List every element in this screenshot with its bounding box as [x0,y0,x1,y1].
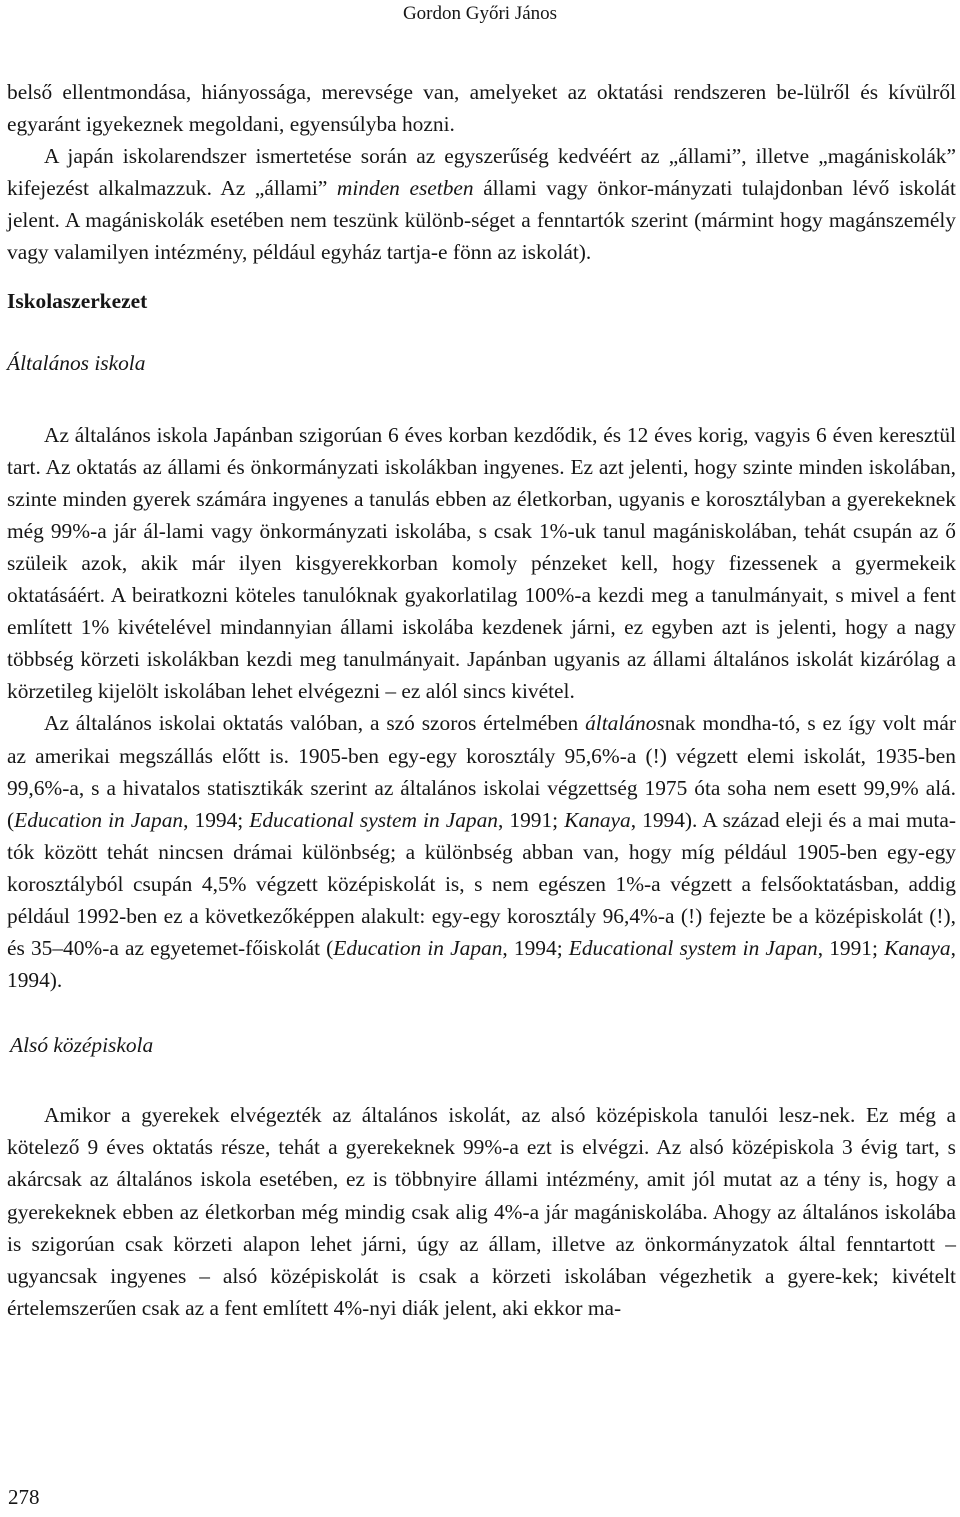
subsection-heading: Alsó középiskola [10,1033,154,1058]
text: belső ellentmondása, hiányossága, merevsége van, amelyeket az oktatási rendszeren be-lülről és kívülről egyaránt igyekeznek megoldani, egyensúlyba hozni. [7,80,956,137]
page-body [7,76,956,1324]
paragraph-3 [7,419,956,708]
paragraph-2 [7,140,956,268]
emphasis: általános [585,711,665,736]
citation-title: Educational system in Japan [249,807,498,832]
text: Az általános iskola Japánban szigorúan 6 éves korban kezdődik, és 12 éves korig, vagyis 6 éven keresztül tart. Az oktatás az állami és önkormányzati iskolákban ingyenes. Ez azt jelenti, hogy szinte minden iskolában, szinte minden gyerek számára ingyenes a tanulás ebben az életkorban, ugyanis e korosztályban a gyerekeknek még 99%-a jár ál-lami vagy önkormányzati iskolába, s csak 1%-uk tanul magániskolában, tehát csupán az ő szüleik azok, akik már ilyen kisgyerekkorban komoly pénzeket kell, hogy fizessenek a gyermekeik oktatásáért. A beiratkozni köteles tanulóknak gyakorlatilag 100%-a kezdi meg a tanulmányait, s mivel a fent említett 1% kivételével mindannyian állami iskolába kezdenek járni, ez egyben azt is jelenti, hogy a nagy többség körzeti iskolákban kezdi meg tanulmányait. Japánban ugyanis az állami általános iskolát kizárólag a körzetileg kijelölt iskolában lehet elvégezni – ez alól sincs kivétel. [7,422,956,704]
text: , 1994; [183,807,250,832]
paragraph-4 [7,707,956,996]
text: nak mondha-tó, s ez így volt már az amerikai megszállás előtt is. 1905-ben egy-egy korosztály 95,6%-a (!) végzett elemi iskolát, 1935-ben 99,6%-a, s a hivatalos statisztikák szerint az általános iskolai végzettség 1975 óta soha nem esett 99,9% alá. ( [7,711,956,832]
citation-author: Kanaya [884,936,951,961]
text: , 1994; [502,936,569,961]
text: , 1991; [817,936,885,961]
text: Amikor a gyerekek elvégezték az általános iskolát, az alsó középiskola tanulói lesz-nek. Ez még a kötelező 9 éves oktatás része, tehát a gyerekeknek 99%-a ezt is elvégzi. Az alsó középiskola 3 évig tart, s akárcsak az általános iskola esetében, ez is többnyire állami intézmény, amit jól mutat az a tény is, hogy a gyerekeknek ebben az életkorban még mindig csak alig 4%-a jár magániskolába. Ahogy az általános iskolába is szigorúan csak körzeti alapon lehet járni, úgy az állam, illetve az önkormányzatok által fenntartott – ugyancsak ingyenes – alsó középiskolát is csak a körzeti iskolában végezhetik a gyere-kek; kivételt értelemszerűen csak az a fent említett 4%-nyi diák jelent, aki ekkor ma- [7,1103,956,1320]
section-heading: Iskolaszerkezet [7,288,148,313]
text: , 1994). [7,936,956,993]
text: A japán iskolarendszer ismertetése során az egyszerűség kedvéért az „állami”, illetve „magániskolák” kifejezést alkalmazzuk. Az „állami” [7,144,956,201]
subsection-heading: Általános iskola [7,350,146,375]
citation-title: Educational system in Japan [568,936,818,961]
emphasis: minden esetben [336,176,474,201]
text: Az általános iskolai oktatás valóban, a szó szoros értelmében [44,711,586,736]
running-header: Gordon Győri János [402,3,558,24]
citation-author: Kanaya [564,807,631,832]
paragraph-5 [7,1099,956,1324]
citation-title: Education in Japan [333,936,503,961]
paragraph-1 [7,76,956,140]
text: , 1994). A század eleji és a mai mutа-tók között tehát nincsen drámai különbség; a különbség abban van, hogy míg például 1905-ben egy-egy korosztályból csupán 4,5% végzett középiskolát is, s nem egészen 1%-a végzett a felsőoktatásban, addig például 1992-ben ez a következőképpen alakult: egy-egy korosztály 96,4%-a (!) fejezte be a középiskolát (!), és 35–40%-a az egyetemet-főiskolát ( [7,807,956,961]
page-number: 278 [8,1485,40,1509]
text: állami vagy önkor-mányzati tulajdonban lévő iskolát jelent. A magániskolák esetében nem teszünk különb-séget a fenntartók szerint (mármint hogy magánszemély vagy valamilyen intézmény, például egyház tartja-e fönn az iskolát). [7,176,956,265]
text: , 1991; [497,807,565,832]
citation-title: Education in Japan [14,807,184,832]
